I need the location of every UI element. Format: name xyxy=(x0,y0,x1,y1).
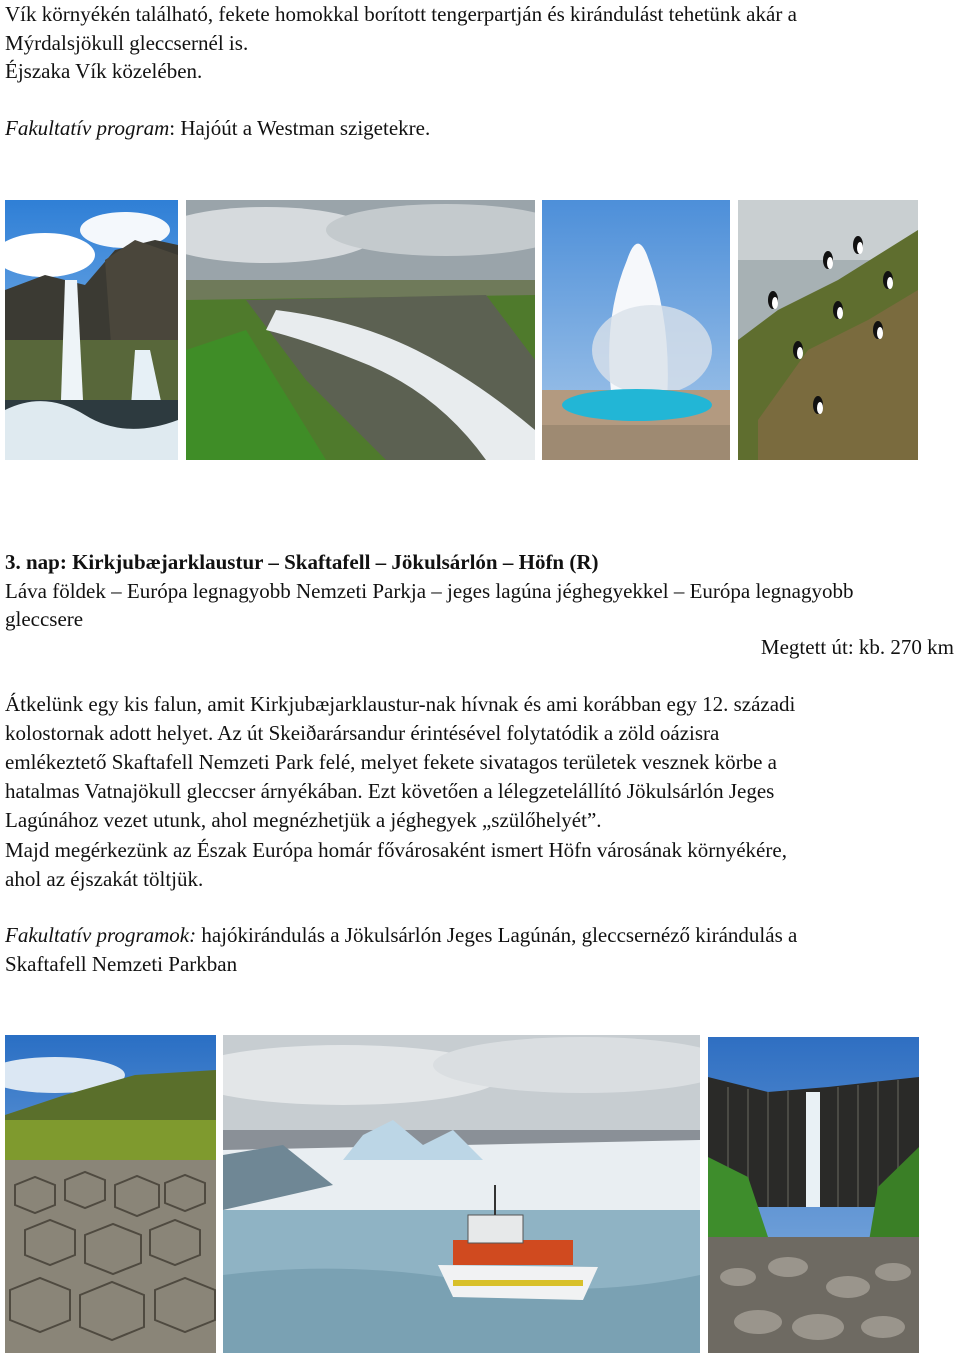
day3-subtitle-line-2: gleccsere xyxy=(5,607,84,631)
day3-subtitle-line-1: Láva földek – Európa legnagyobb Nemzeti Parkja – jeges lagúna jéghegyekkel – Európa legnagyobb xyxy=(5,579,854,603)
day3-body-line-3: emlékeztető Skaftafell Nemzeti Park felé, melyet fekete sivatagos területek vesznek körbe a xyxy=(5,750,777,774)
intro-optional xyxy=(5,114,430,143)
day3-optional-line-1 xyxy=(5,921,797,950)
waterfall-photo xyxy=(5,200,178,460)
intro-line-2: Mýrdalsjökull gleccsernél is. xyxy=(5,31,249,55)
intro-line-3: Éjszaka Vík közelében. xyxy=(5,59,203,83)
day3-body-line-6: Majd megérkezünk az Észak Európa homár fővárosaként ismert Höfn városának környékére, xyxy=(5,838,787,862)
day3-body-line-5: Lagúnához vezet utunk, ahol megnézhetjük a jéghegyek „szülőhelyét”. xyxy=(5,808,602,832)
svartifoss-waterfall-photo xyxy=(708,1037,919,1353)
day3-body-line-1: Átkelünk egy kis falun, amit Kirkjubæjarklaustur-nak hívnak és ami korábban egy 12. századi xyxy=(5,692,796,716)
intro-line-1: Vík környékén található, fekete homokkal borított tengerpartján és kirándulást tehetünk akár a xyxy=(5,2,797,26)
day3-heading: 3. nap: Kirkjubæjarklaustur – Skaftafell – Jökulsárlón – Höfn (R) xyxy=(5,550,599,574)
day3-optional-line-2: Skaftafell Nemzeti Parkban xyxy=(5,952,238,976)
day3-distance: Megtett út: kb. 270 km xyxy=(760,635,954,659)
day3-optional-text: hajókirándulás a Jökulsárlón Jeges Lagúnán, gleccsernéző kirándulás a xyxy=(196,923,798,947)
day3-body-line-2: kolostornak adott helyet. Az út Skeiðarársandur érintésével folytatódik a zöld oázisra xyxy=(5,721,720,745)
intro-optional-text: : Hajóút a Westman szigetekre. xyxy=(169,116,431,140)
canyon-waterfall-photo xyxy=(186,200,535,460)
puffins-photo xyxy=(738,200,918,460)
geyser-photo xyxy=(542,200,730,460)
intro-optional-label: Fakultatív program xyxy=(5,116,170,140)
glacier-lagoon-boat-photo xyxy=(223,1035,700,1353)
day3-optional-label: Fakultatív programok: xyxy=(5,923,197,947)
day3-body-line-7: ahol az éjszakát töltjük. xyxy=(5,867,204,891)
day3-body-line-4: hatalmas Vatnajökull gleccser árnyékában. Ezt követően a lélegzetelállító Jökulsárlón Jeges xyxy=(5,779,775,803)
basalt-columns-ground-photo xyxy=(5,1035,216,1353)
